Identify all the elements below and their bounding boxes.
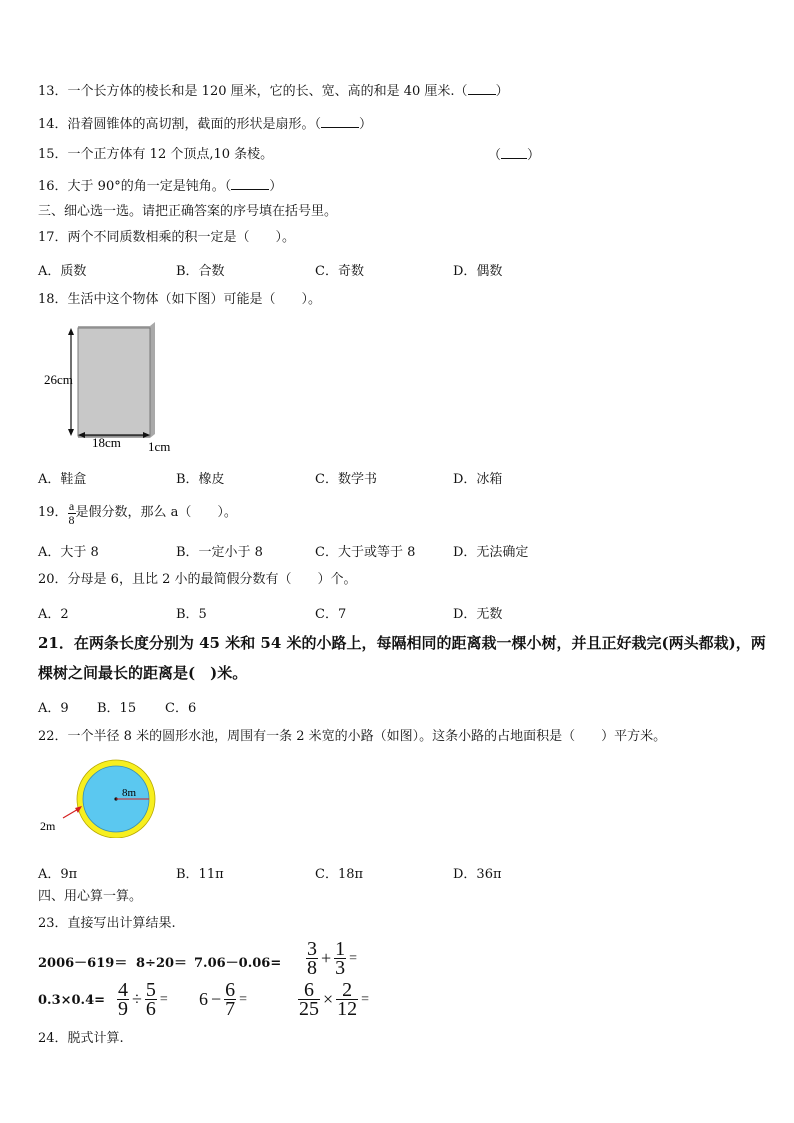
option-a[interactable]: A．9	[38, 701, 69, 716]
path-width-label: 2m	[40, 819, 56, 833]
numerator: 3	[307, 938, 317, 960]
option-b[interactable]: B．橡皮	[176, 472, 225, 487]
option-d[interactable]: D．无数	[453, 607, 503, 622]
question-21-text: 21．在两条长度分别为 45 米和 54 米的小路上，每隔相同的距离栽一棵小树，并且正好栽完(两头都栽)，两棵树之间最长的距离是( )米。	[38, 634, 766, 682]
question-number: 19．	[38, 505, 68, 520]
operator: ÷	[132, 989, 142, 1009]
paren-open: （	[488, 148, 502, 163]
whole-number: 6	[199, 989, 208, 1009]
option-d[interactable]: D．36π	[453, 867, 502, 882]
fraction	[298, 981, 320, 1018]
numerator: 6	[298, 981, 320, 1000]
equals-sign: =	[239, 991, 248, 1007]
question-16-text: 16．大于 90°的角一定是钝角。（	[38, 179, 232, 194]
denominator: 7	[225, 998, 236, 1020]
fraction	[224, 981, 236, 1018]
option-b[interactable]: B．5	[176, 607, 207, 622]
equals-sign: =	[349, 950, 358, 966]
option-b[interactable]: B．15	[97, 701, 137, 716]
equals-sign: =	[159, 991, 168, 1007]
paren-close: ）	[527, 148, 541, 163]
calc-item: 7.06－0.06=	[194, 956, 282, 971]
section-heading-3: 三、细心选一选。请把正确答案的序号填在括号里。	[38, 204, 338, 219]
answer-blank[interactable]	[231, 177, 269, 190]
question-15-answer	[488, 146, 540, 165]
option-d[interactable]: D．偶数	[453, 264, 503, 279]
numerator: 2	[336, 981, 358, 1000]
book-figure	[40, 322, 190, 454]
paren-close: ）	[359, 117, 373, 132]
arrow-head	[68, 328, 74, 335]
denominator: 3	[335, 957, 346, 979]
question-14	[38, 115, 372, 134]
question-20-text: 20．分母是 6，且比 2 小的最简假分数有（ ）个。	[38, 572, 357, 587]
question-15	[38, 146, 273, 164]
calc-item: 8÷20＝	[136, 956, 188, 971]
option-a[interactable]: A．9π	[38, 867, 78, 882]
fraction	[306, 940, 318, 977]
calc-item: 0.3×0.4=	[38, 993, 106, 1008]
denominator: 6	[145, 998, 156, 1020]
denominator: 25	[299, 998, 319, 1020]
question-19-text: 是假分数，那么 a（ ）。	[75, 505, 237, 520]
question-13-text: 13．一个长方体的棱长和是 120 厘米，它的长、宽、高的和是 40 厘米.（	[38, 84, 468, 99]
option-c[interactable]: C．6	[165, 701, 197, 716]
question-16	[38, 177, 282, 196]
numerator: a	[68, 498, 75, 513]
width-label: 18cm	[92, 435, 121, 450]
denominator: 12	[337, 998, 358, 1020]
option-c[interactable]: C．大于或等于 8	[315, 545, 416, 560]
operator: ×	[323, 989, 334, 1009]
answer-blank[interactable]	[501, 146, 527, 159]
paren-close: ）	[495, 84, 509, 99]
operator: −	[211, 989, 222, 1009]
answer-blank[interactable]	[321, 115, 359, 128]
denominator: 9	[118, 998, 128, 1020]
question-19	[38, 498, 237, 528]
numerator: 6	[225, 979, 236, 1001]
calc-fraction-expression	[306, 940, 360, 977]
question-22-text: 22．一个半径 8 米的圆形水池，周围有一条 2 米宽的小路（如图）。这条小路的占地面积是（ ）平方米。	[38, 729, 667, 744]
fraction	[117, 981, 129, 1018]
answer-blank[interactable]	[468, 82, 496, 95]
option-d[interactable]: D．无法确定	[453, 545, 529, 560]
height-label: 26cm	[44, 372, 73, 387]
option-c[interactable]: C．奇数	[315, 264, 364, 279]
option-a[interactable]: A．2	[38, 607, 69, 622]
equals-sign: =	[361, 991, 370, 1007]
option-d[interactable]: D．冰箱	[453, 472, 503, 487]
question-24-text: 24．脱式计算.	[38, 1031, 124, 1046]
option-a[interactable]: A．质数	[38, 264, 87, 279]
arrow-head	[68, 429, 74, 436]
question-23-text: 23．直接写出计算结果.	[38, 916, 176, 931]
denominator: 8	[68, 512, 75, 527]
calc-fraction-expression	[199, 981, 250, 1018]
option-b[interactable]: B．11π	[176, 867, 224, 882]
question-15-text: 15．一个正方体有 12 个顶点,10 条棱。	[38, 147, 274, 162]
fraction	[336, 981, 358, 1018]
option-a[interactable]: A．鞋盒	[38, 472, 87, 487]
fraction	[145, 981, 157, 1018]
numerator: 4	[118, 979, 128, 1001]
numerator: 5	[145, 979, 156, 1001]
option-c[interactable]: C．7	[315, 607, 347, 622]
question-18-text: 18．生活中这个物体（如下图）可能是（ ）。	[38, 292, 322, 307]
question-13	[38, 82, 509, 101]
operator: +	[321, 948, 332, 968]
book-face	[78, 328, 150, 436]
fraction-a-over-8	[68, 500, 76, 527]
option-c[interactable]: C．18π	[315, 867, 364, 882]
denominator: 8	[307, 957, 317, 979]
depth-label: 1cm	[148, 439, 171, 454]
pool-figure	[36, 758, 166, 838]
calc-fraction-expression	[117, 981, 171, 1018]
option-c[interactable]: C．数学书	[315, 472, 377, 487]
question-14-text: 14．沿着圆锥体的高切割，截面的形状是扇形。（	[38, 117, 322, 132]
calc-fraction-expression	[298, 981, 372, 1018]
option-a[interactable]: A．大于 8	[38, 545, 99, 560]
paren-close: ）	[269, 179, 283, 194]
numerator: 1	[335, 938, 346, 960]
option-b[interactable]: B．一定小于 8	[176, 545, 263, 560]
option-b[interactable]: B．合数	[176, 264, 225, 279]
question-17-text: 17．两个不同质数相乘的积一定是（ ）。	[38, 230, 296, 245]
calc-item: 2006－619＝	[38, 956, 128, 971]
fraction	[334, 940, 346, 977]
radius-label: 8m	[122, 787, 137, 799]
section-heading-4: 四、用心算一算。	[38, 889, 143, 904]
